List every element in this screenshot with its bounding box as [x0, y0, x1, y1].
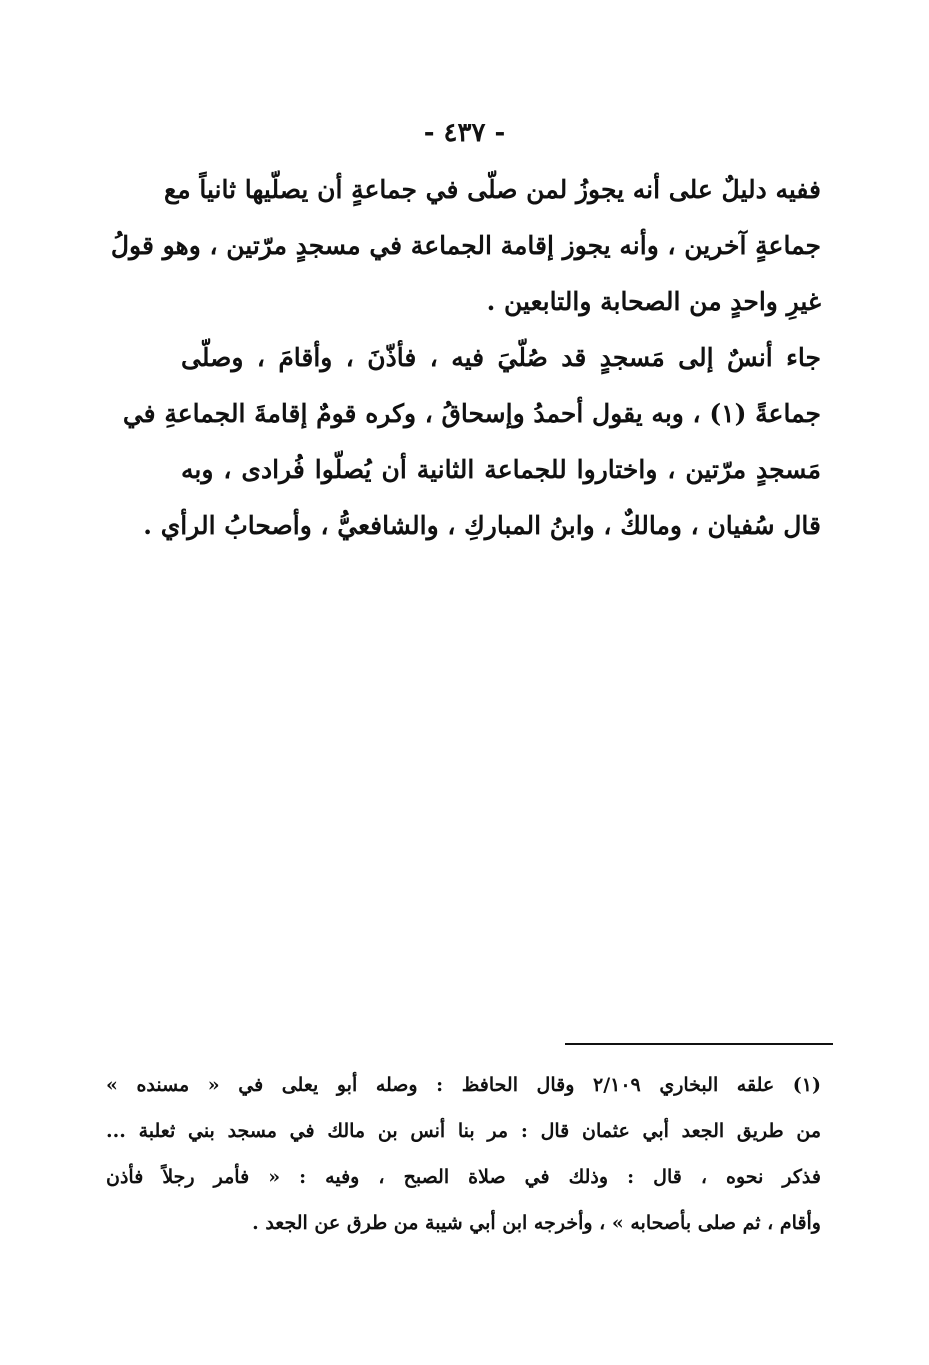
- text-line: غيرِ واحدٍ من الصحابة والتابعين .: [486, 287, 821, 316]
- footnote-line: وأقام ، ثم صلى بأصحابه » ، وأخرجه ابن أبي شيبة من طرق عن الجعد .: [252, 1212, 821, 1234]
- footnote-line: من طريق الجعد أبي عثمان قال : مر بنا أنس بن مالك في مسجد بني ثعلبة ...: [106, 1120, 821, 1142]
- page-number: - ٤٣٧ -: [423, 118, 506, 148]
- body-paragraph-2: [122, 330, 821, 554]
- footnotes: [106, 1062, 821, 1246]
- text-line: ففيه دليلٌ على أنه يجوزُ لمن صلّى في جماعةٍ أن يصلّيها ثانياً مع: [163, 175, 821, 204]
- text-line: مَسجدٍ مرّتين ، واختاروا للجماعة الثانية أن يُصلّوا فُرادى ، وبه: [181, 455, 821, 484]
- footnote-line: (١) علقه البخاري ٢/١٠٩ وقال الحافظ : وصله أبو يعلى في « مسنده »: [106, 1074, 821, 1096]
- footnote-line: فذكر نحوه ، قال : وذلك في صلاة الصبح ، وفيه : « فأمر رجلاً فأذن: [106, 1166, 821, 1188]
- text-line: جماعةً (١) ، وبه يقول أحمدُ وإسحاقُ ، وكره قومٌ إقامةَ الجماعةِ في: [122, 399, 821, 428]
- text-line: جماعةٍ آخرين ، وأنه يجوز إقامة الجماعة في مسجدٍ مرّتين ، وهو قولُ: [110, 231, 821, 260]
- text-line: جاء أنسٌ إلى مَسجدٍ قد صُلّيَ فيه ، فأذّنَ ، وأقامَ ، وصلّى: [181, 343, 821, 372]
- body-paragraph-1: [110, 162, 821, 330]
- footnote-divider: [565, 1043, 833, 1045]
- text-line: قال سُفيان ، ومالكٌ ، وابنُ المباركِ ، والشافعيُّ ، وأصحابُ الرأي .: [143, 511, 821, 540]
